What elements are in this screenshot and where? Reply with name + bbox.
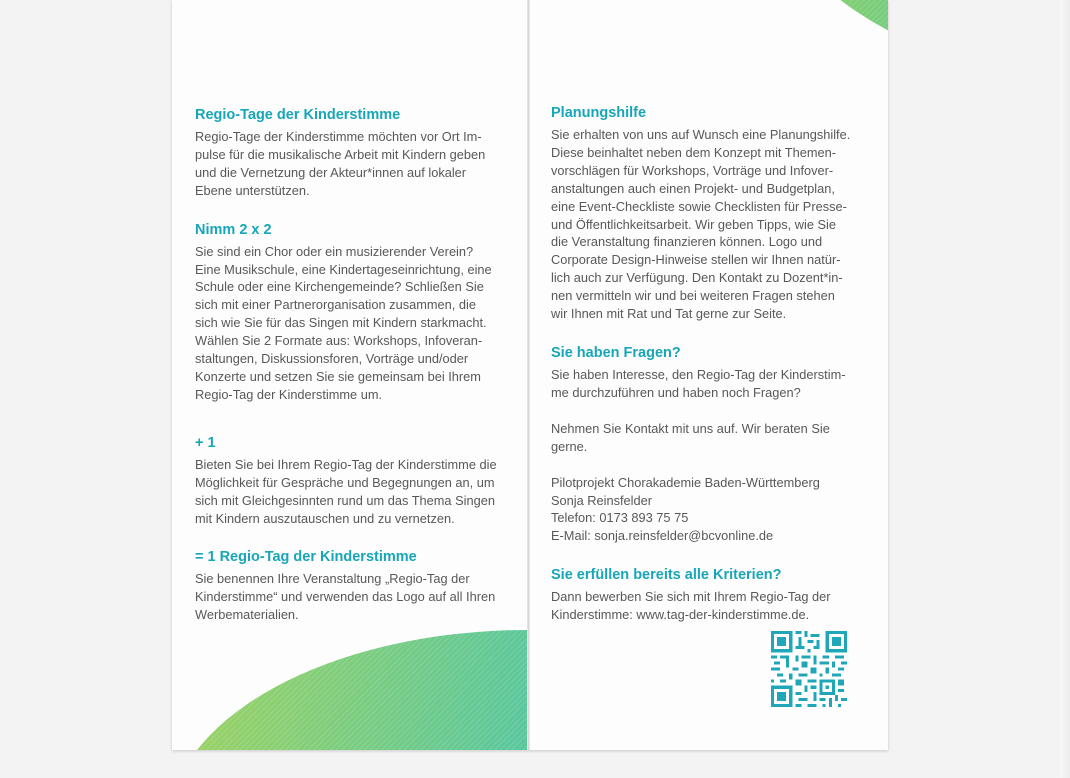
section-regio-tage <box>195 106 515 200</box>
qr-code-graphic <box>771 631 847 707</box>
section-kriterien <box>551 566 856 624</box>
section-plus-one <box>195 434 515 528</box>
decorative-gradient-arc-top <box>757 0 888 80</box>
right-column <box>551 104 856 645</box>
section-body: Bieten Sie bei Ihrem Regio-Tag der Kinderstimme die Möglichkeit für Gespräche und Begegnungen an, um sich mit Gleichgesinnten rund um das Thema Singen mit Kindern auszutauschen und zu vernetzen. <box>195 456 497 526</box>
section-body: Dann bewerben Sie sich mit Ihrem Regio-Tag der Kinderstimme: www.tag-der-kinderstimme.de. <box>551 589 831 623</box>
contact-person: Sonja Reinsfelder <box>551 492 653 508</box>
contact-organization: Pilotprojekt Chorakademie Baden-Württemberg <box>551 474 820 490</box>
section-heading: Sie erfüllen bereits alle Kriterien? <box>551 567 782 584</box>
qr-code-icon <box>771 631 847 707</box>
section-fragen <box>551 344 856 545</box>
section-heading: = 1 Regio-Tag der Kinderstimme <box>195 549 417 566</box>
contact-block <box>551 474 856 546</box>
section-planungshilfe <box>551 104 856 323</box>
section-heading: Planungshilfe <box>551 105 647 121</box>
fold-crease <box>527 0 530 750</box>
section-heading: Nimm 2 x 2 <box>195 221 272 238</box>
section-body: Sie benennen Ihre Veranstaltung „Regio-Tag der Kinderstimme“ und verwenden das Logo auf all Ihren Werbematerialien. <box>195 571 496 623</box>
section-equals-regio-tag <box>195 548 515 624</box>
section-heading: Sie haben Fragen? <box>551 344 681 361</box>
contact-phone: Telefon: 0173 893 75 75 <box>551 510 689 526</box>
section-body: Sie haben Interesse, den Regio-Tag der Kinderstim- me durchzuführen und haben noch Fragen? <box>551 366 846 400</box>
section-body: Sie erhalten von uns auf Wunsch eine Planungshilfe. Diese beinhaltet neben dem Konzept mit Themen- vorschlägen für Workshops, Vorträge und Infover- anstaltungen auch einen Projekt- und Budgetplan, eine Event-Checkliste sowie Checklisten für Presse- und Öffentlichkeitsarbeit. Wir geben Tipps, wie Sie die Veranstaltung finanzieren können. Logo und Corporate Design-Hinweise stellen wir Ihnen natür- lich auch zur Verfügung. Den Kontakt zu Dozent*in- nen vermitteln wir und bei weiteren Fragen stehen wir Ihnen mit Rat und Tat gerne zur Seite. <box>551 127 851 322</box>
contact-email: E-Mail: sonja.reinsfelder@bcvonline.de <box>551 528 774 544</box>
section-heading: + 1 <box>195 434 216 451</box>
scan-background-edge <box>1060 0 1070 778</box>
section-nimm-2x2 <box>195 221 515 404</box>
contact-note: Nehmen Sie Kontakt mit uns auf. Wir beraten Sie gerne. <box>551 420 830 454</box>
decorative-gradient-arc-bottom <box>172 630 529 750</box>
section-heading: Regio-Tage der Kinderstimme <box>195 107 401 123</box>
section-body: Regio-Tage der Kinderstimme möchten vor Ort Im- pulse für die musikalische Arbeit mit Kindern geben und die Vernetzung der Akteur*innen auf lokaler Ebene unterstützen. <box>195 129 486 198</box>
section-body: Sie sind ein Chor oder ein musizierender Verein? Eine Musikschule, eine Kindertageseinrichtung, eine Schule oder eine Kirchengemeinde? Schließen Sie sich mit einer Partnerorganisation zusammen, die sich wie Sie für das Singen mit Kindern starkmacht. Wählen Sie 2 Formate aus: Workshops, Infoveran- staltungen, Diskussionsforen, Vorträge und/oder Konzerte und setzen Sie sie gemeinsam bei Ihrem Regio-Tag der Kinderstimme um. <box>195 243 492 402</box>
left-column <box>195 106 515 645</box>
